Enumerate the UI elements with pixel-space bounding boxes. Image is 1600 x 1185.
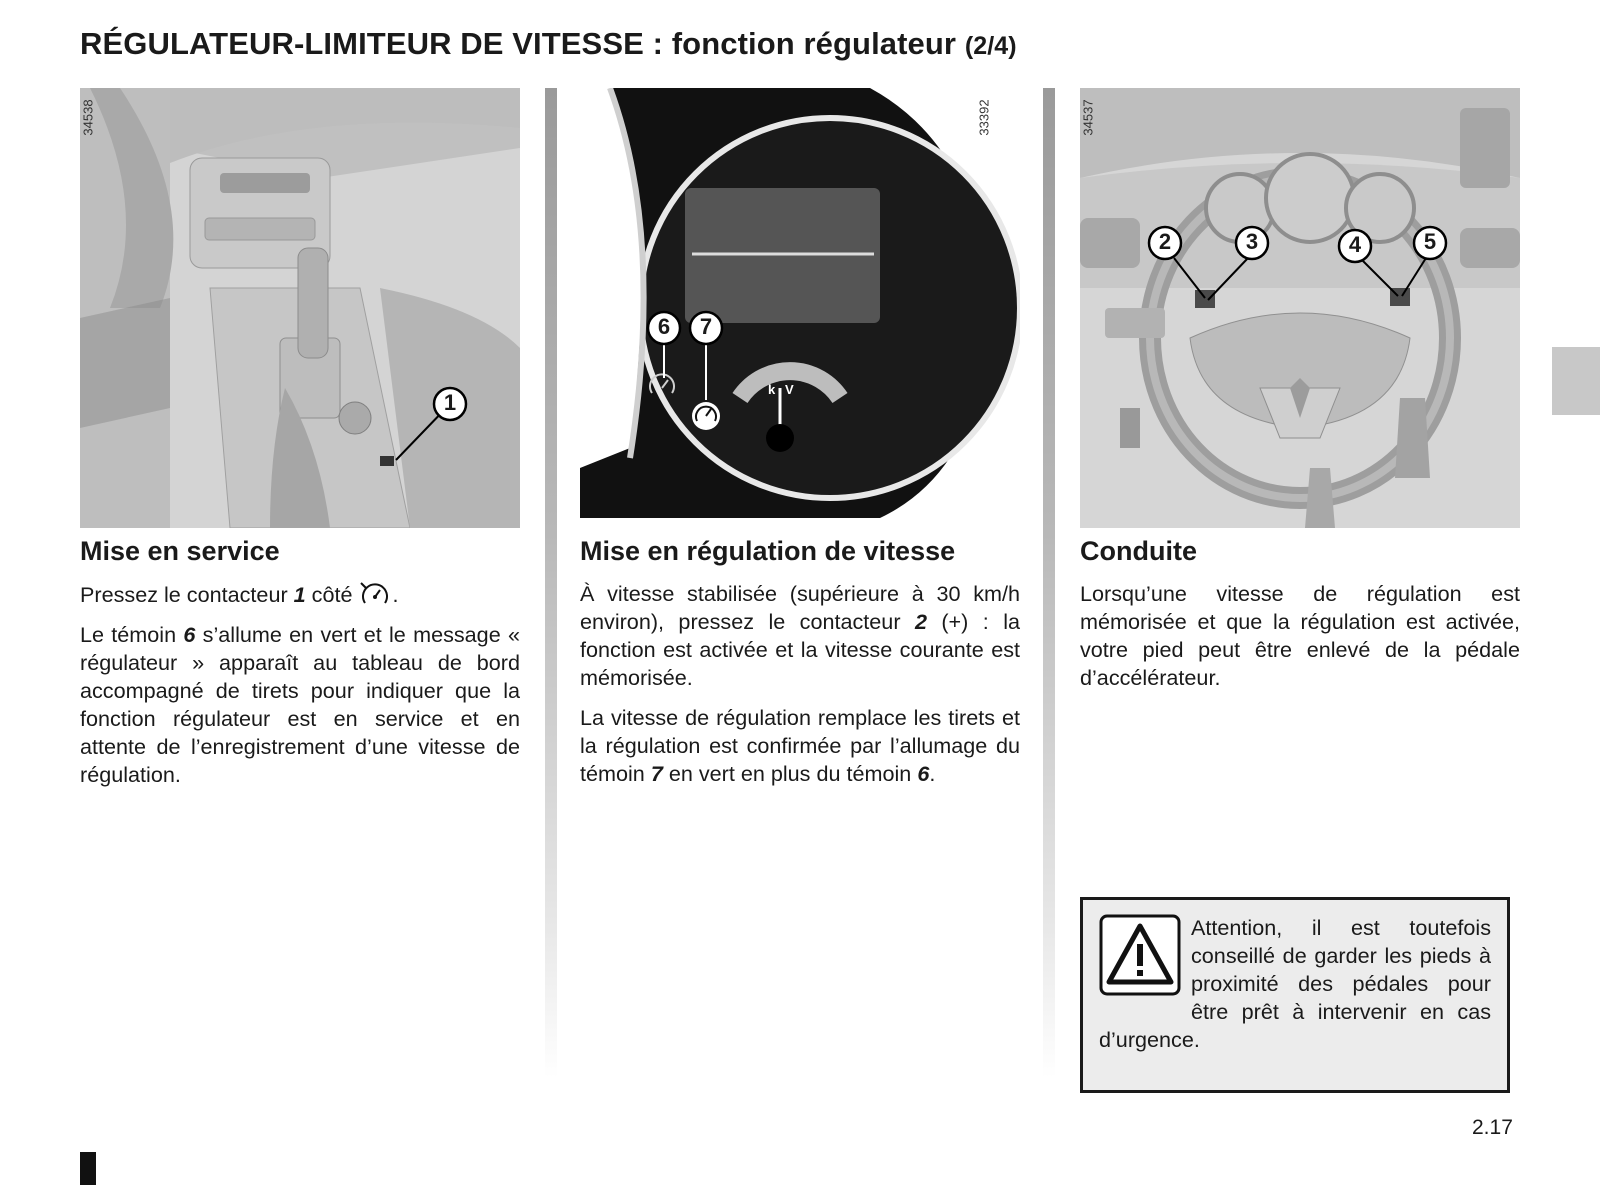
- column-separator-1: [545, 88, 557, 1078]
- figure-number: 34537: [1080, 99, 1096, 136]
- reference-number: 2: [914, 609, 927, 634]
- callout-3: 3: [1245, 229, 1259, 254]
- section-body-mise-en-regulation: [580, 580, 1020, 800]
- paragraph: [580, 580, 1020, 692]
- figure-number: 33392: [976, 99, 992, 136]
- chapter-tab: [1552, 347, 1600, 415]
- reference-number: 6: [917, 761, 930, 786]
- figure-steering-wheel: [1080, 88, 1520, 528]
- text-run: Le témoin: [80, 622, 184, 647]
- corner-mark: [80, 1152, 96, 1185]
- figure-dashboard: [580, 88, 1020, 528]
- page-number: 2.17: [1472, 1116, 1513, 1139]
- section-body-conduite: [1080, 580, 1520, 704]
- figure-number: 34538: [80, 99, 96, 136]
- dashboard-illustration: [580, 88, 1020, 528]
- paragraph: [80, 580, 520, 609]
- page-title-suffix: (2/4): [964, 32, 1017, 60]
- callout-1: 1: [443, 390, 457, 415]
- svg-text:V: V: [785, 382, 794, 397]
- reference-number: 1: [293, 582, 306, 607]
- steering-wheel-illustration: [1080, 88, 1520, 528]
- warning-triangle-icon: [1099, 914, 1181, 996]
- console-illustration: [80, 88, 520, 528]
- callout-5: 5: [1423, 229, 1437, 254]
- page-title: [80, 26, 1017, 62]
- section-title-mise-en-regulation: Mise en régulation de vitesse: [580, 536, 956, 566]
- warning-box: [1080, 897, 1510, 1093]
- section-body-mise-en-service: [80, 580, 520, 801]
- paragraph: [580, 704, 1020, 788]
- text-run: (+) : la fonction est activée et la vitesse courante est mémorisée.: [580, 609, 1021, 690]
- text-run: Pressez le contacteur: [80, 582, 294, 607]
- figure-console: [80, 88, 520, 528]
- column-separator-2: [1043, 88, 1055, 1078]
- reference-number: 7: [650, 761, 663, 786]
- text-run: La vitesse de régulation remplace les tirets et la régulation est confirmée par l’allumage du témoin: [580, 705, 1020, 786]
- paragraph: Lorsqu’une vitesse de régulation est mémorisée et que la régulation est activée, votre pied peut être enlevé de la pédale d’accélérateur.: [1080, 581, 1520, 690]
- section-title-mise-en-service: Mise en service: [80, 536, 280, 566]
- cruise-control-icon: [358, 580, 392, 608]
- section-title-conduite: Conduite: [1080, 536, 1197, 566]
- text-run: en vert en plus du témoin: [662, 761, 918, 786]
- text-run: s’allume en vert et le message « régulateur » apparaît au tableau de bord accompagné de tirets pour indiquer que la fonction régulateur est en service et en attente de l’enregistrement d’une vitesse de régulation.: [80, 622, 520, 787]
- reference-number: 6: [183, 622, 196, 647]
- paragraph: [80, 621, 520, 789]
- text-run: À vitesse stabilisée (supérieure à 30 km/h environ), pressez le contacteur: [580, 581, 1020, 634]
- text-run: .: [929, 761, 936, 786]
- warning-text: Attention, il est toutefois conseillé de garder les pieds à proximité des pédales pour être prêt à intervenir en cas d’urgence.: [1099, 915, 1491, 1052]
- callout-2: 2: [1158, 229, 1172, 254]
- page-title-main: RÉGULATEUR-LIMITEUR DE VITESSE : fonction régulateur: [80, 26, 957, 61]
- callout-7: 7: [699, 314, 713, 339]
- text-run: côté: [305, 582, 359, 607]
- callout-4: 4: [1348, 232, 1362, 257]
- callout-6: 6: [657, 314, 671, 339]
- svg-text:k: k: [768, 382, 776, 397]
- text-run: .: [392, 582, 399, 607]
